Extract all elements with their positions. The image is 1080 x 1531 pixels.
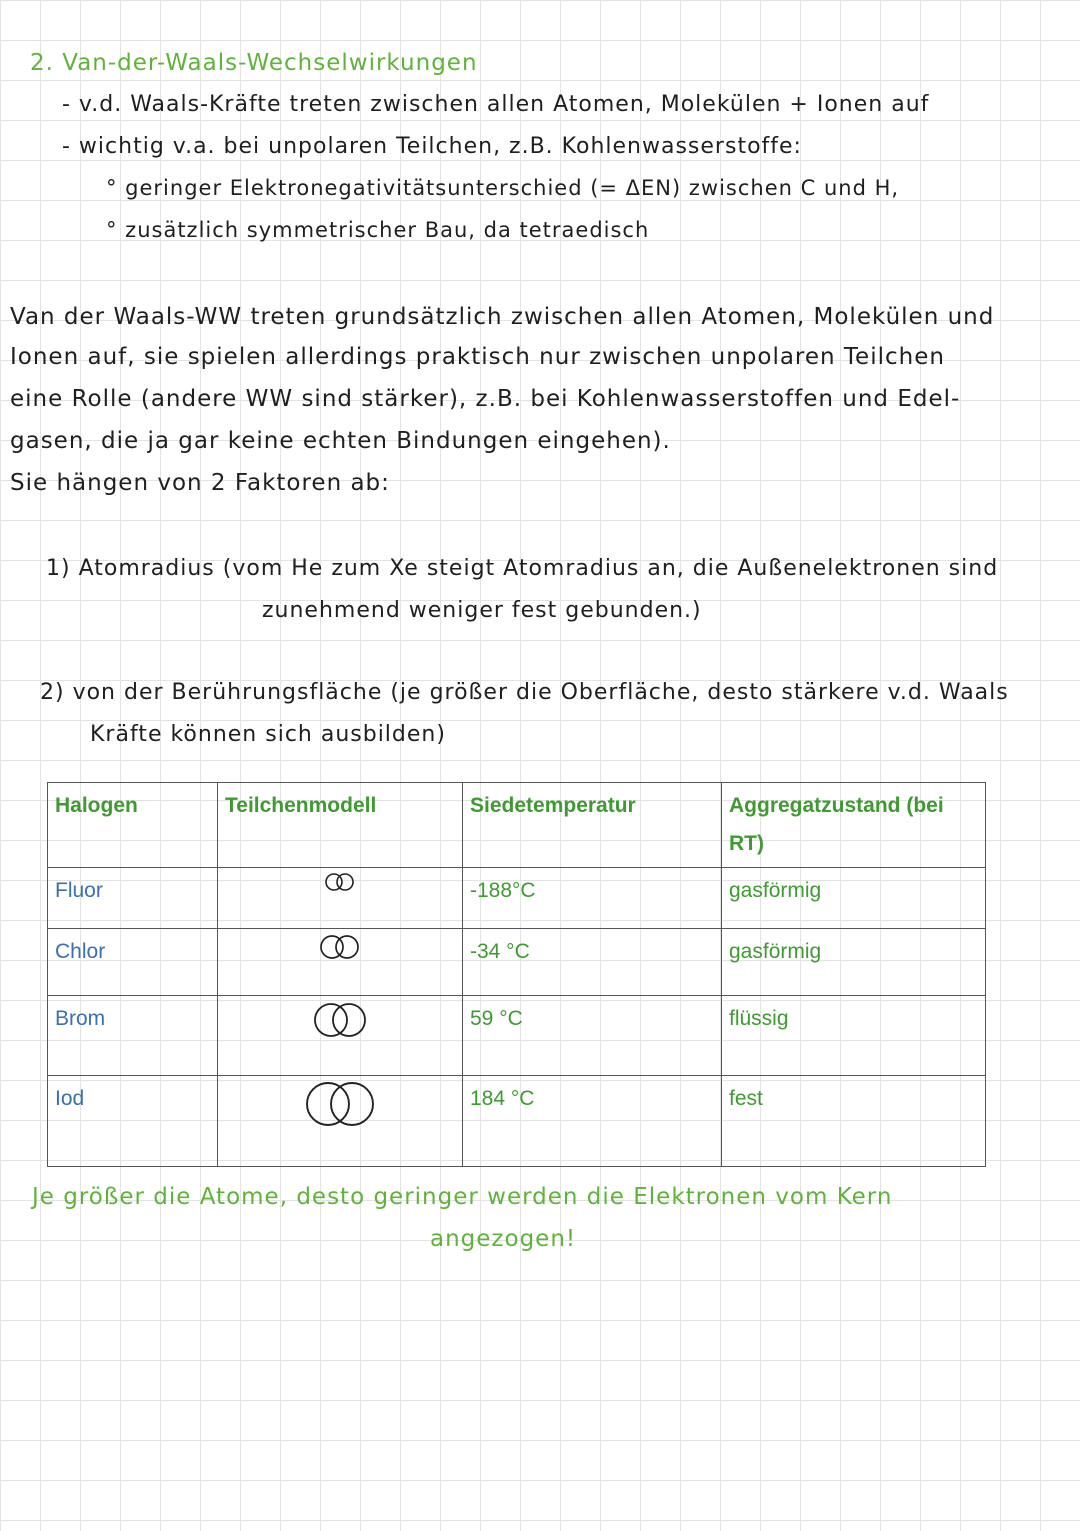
factor-1-line-1: 1) Atomradius (vom He zum Xe steigt Atomradius an, die Außenelektronen sind xyxy=(46,556,999,581)
boiling-temperature: 184 °C xyxy=(463,1076,722,1167)
particle-model xyxy=(218,929,463,996)
conclusion-line-2: angezogen! xyxy=(430,1226,577,1252)
table-row xyxy=(48,929,986,996)
header-siedetemperatur: Siedetemperatur xyxy=(463,783,722,868)
halogen-name: Iod xyxy=(48,1076,218,1167)
aggregate-state: flüssig xyxy=(722,996,986,1076)
aggregate-state: fest xyxy=(722,1076,986,1167)
particle-model xyxy=(218,996,463,1076)
paragraph-line-2: Ionen auf, sie spielen allerdings praktisch nur zwischen unpolaren Teilchen xyxy=(10,344,945,370)
halogen-table xyxy=(47,782,986,1167)
sub-bullet-2: ° zusätzlich symmetrischer Bau, da tetraedisch xyxy=(106,218,650,242)
factor-2-line-1: 2) von der Berührungsfläche (je größer die Oberfläche, desto stärkere v.d. Waals xyxy=(40,680,1009,705)
boiling-temperature: -188°C xyxy=(463,868,722,929)
particle-model xyxy=(218,1076,463,1167)
header-teilchenmodell: Teilchenmodell xyxy=(218,783,463,868)
conclusion-line-1: Je größer die Atome, desto geringer werden die Elektronen vom Kern xyxy=(32,1184,893,1210)
table-row xyxy=(48,996,986,1076)
sub-bullet-1: ° geringer Elektronegativitätsunterschied (= ΔEN) zwischen C und H, xyxy=(106,176,900,200)
boiling-temperature: -34 °C xyxy=(463,929,722,996)
factor-2-line-2: Kräfte können sich ausbilden) xyxy=(90,722,446,747)
section-heading: 2. Van-der-Waals-Wechselwirkungen xyxy=(30,50,478,76)
aggregate-state: gasförmig xyxy=(722,929,986,996)
header-halogen: Halogen xyxy=(48,783,218,868)
halogen-name: Fluor xyxy=(48,868,218,929)
particle-model xyxy=(218,868,463,929)
paragraph-line-3: eine Rolle (andere WW sind stärker), z.B. bei Kohlenwasserstoffen und Edel- xyxy=(10,386,961,412)
paragraph-line-1: Van der Waals-WW treten grundsätzlich zwischen allen Atomen, Molekülen und xyxy=(10,304,995,330)
header-aggregatzustand: Aggregatzustand (bei RT) xyxy=(722,783,986,868)
bullet-2: - wichtig v.a. bei unpolaren Teilchen, z.B. Kohlenwasserstoffe: xyxy=(62,134,802,159)
molecule-model-icon xyxy=(318,868,362,896)
halogen-name: Chlor xyxy=(48,929,218,996)
paragraph-line-5: Sie hängen von 2 Faktoren ab: xyxy=(10,470,390,496)
table-row xyxy=(48,1076,986,1167)
molecule-model-icon xyxy=(294,1076,386,1132)
boiling-temperature: 59 °C xyxy=(463,996,722,1076)
table-row xyxy=(48,868,986,929)
bullet-1: - v.d. Waals-Kräfte treten zwischen allen Atomen, Molekülen + Ionen auf xyxy=(62,92,930,117)
paragraph-line-4: gasen, die ja gar keine echten Bindungen eingehen). xyxy=(10,428,671,454)
factor-1-line-2: zunehmend weniger fest gebunden.) xyxy=(262,598,702,623)
molecule-model-icon xyxy=(304,996,376,1044)
halogen-name: Brom xyxy=(48,996,218,1076)
molecule-model-icon xyxy=(310,929,370,965)
aggregate-state: gasförmig xyxy=(722,868,986,929)
table-header-row xyxy=(48,783,986,868)
